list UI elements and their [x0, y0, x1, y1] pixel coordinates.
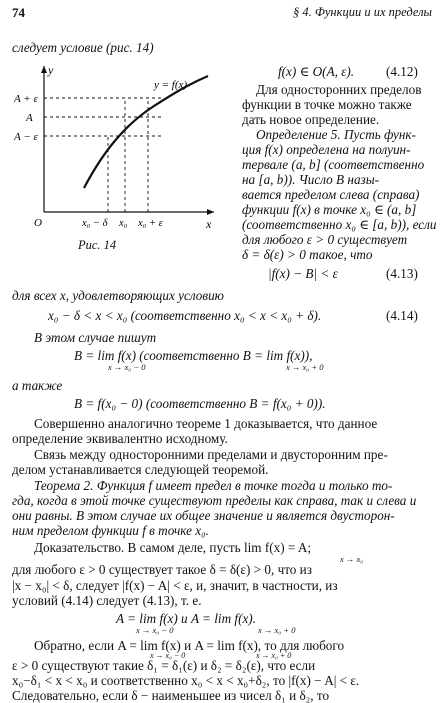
conversely-sub-right: x → x₀ + 0: [256, 651, 292, 660]
proof-3: |x − x₀| < δ, следует |f(x) − A| < ε, и, значит, в частности, из: [12, 578, 338, 593]
definition5-6: функции f(x) в точке x₀ ∈ (a, b]: [242, 202, 417, 217]
eq-A: A = lim f(x) и A = lim f(x).: [116, 611, 257, 626]
theorem2-4: ним пределом функции f в точке x₀.: [12, 523, 209, 538]
eq-4-13: |f(x) − B| < ε: [268, 266, 338, 281]
conversely-2: ε > 0 существуют такие δ₁ = δ₁(ε) и δ₂ = δ₂(ε), что если: [12, 658, 316, 673]
eq-lim1-sub-left: x → x₀ − 0: [108, 362, 146, 372]
x-tick-x0-plus-eps: x₀ + ε: [138, 218, 163, 229]
para-relation-1: Связь между односторонними пределами и двусторонним пре-: [34, 447, 388, 462]
eq-4-14: x₀ − δ < x < x₀ (соответственно x₀ < x < x₀ + δ).: [48, 308, 322, 323]
line-all-x: для всех x, удовлетворяющих условию: [12, 288, 224, 303]
figure-caption: Рис. 14: [78, 238, 117, 252]
proof-1: Доказательство. В самом деле, пусть lim f(x) = A;: [34, 540, 312, 555]
eq-4-13-number: (4.13): [386, 266, 418, 281]
x-tick-x0-minus-delta: x₀ − δ: [82, 218, 108, 229]
theorem2-3: они равны. В этом случае их общее значение и является двусторон-: [12, 508, 395, 523]
definition5-8: для любого ε > 0 существует: [242, 232, 408, 247]
proof-sub: x → x₀: [340, 554, 364, 564]
para-one-sided-3: дать новое определение.: [242, 112, 380, 127]
x-axis-label: x: [206, 217, 212, 230]
eq-lim1: B = lim f(x) (соответственно B = lim f(x)),: [74, 348, 313, 363]
eq-A-sub-left: x → x₀ − 0: [136, 625, 174, 635]
y-axis-arrow: [41, 66, 47, 73]
definition5-4: на [a, b)). Число B назы-: [242, 172, 380, 187]
conversely-sub-left: x → x₀ − 0: [150, 651, 186, 660]
para-relation-2: делом устанавливается следующей теоремой.: [12, 462, 269, 477]
curve-label: y = f(x): [154, 79, 188, 91]
eq-A-sub-right: x → x₀ + 0: [258, 625, 296, 635]
conversely-3: x₀−δ₁ < x < x₀ и соответственно x₀ < x < x₀+δ₂, то |f(x) − A| < ε.: [12, 673, 360, 688]
definition5-5: вается пределом слева (справа): [242, 187, 420, 202]
proof-4: условий (4.14) следует (4.13), т. е.: [12, 593, 202, 608]
proof-2: для любого ε > 0 существует такое δ = δ(ε) > 0, что из: [12, 562, 312, 577]
eq-4-12-number: (4.12): [386, 64, 418, 79]
eq-lim2: B = f(x₀ − 0) (соответственно B = f(x₀ + 0)).: [74, 396, 326, 411]
definition5-3: тервале (a, b] (соответственно: [242, 157, 425, 172]
line-in-this-case: В этом случае пишут: [34, 330, 157, 345]
y-tick-a-minus-eps: A − ε: [14, 131, 38, 143]
definition5-7: (соответственно x₀ ∈ [a, b)), если: [242, 217, 437, 232]
theorem2-1: Теорема 2. Функция f имеет предел в точке тогда и только то-: [34, 478, 393, 493]
definition5-9: δ = δ(ε) > 0 такое, что: [242, 247, 373, 262]
curve-f: [84, 76, 208, 188]
para-one-sided-2: функции в точке можно также: [242, 97, 412, 112]
origin-label: O: [34, 217, 42, 229]
y-axis-label: y: [48, 63, 54, 77]
running-header: § 4. Функции и их пределы: [292, 5, 432, 19]
eq-lim1-sub-right: x → x₀ + 0: [286, 362, 324, 372]
theorem2-2: гда, когда в этой точке существуют пределы как справа, так и слева и: [12, 493, 417, 508]
para-similar-2: определение эквивалентно исходному.: [12, 431, 228, 446]
eq-4-12: f(x) ∈ O(A, ε).: [278, 64, 355, 79]
conversely-4: Следовательно, если δ − наименьшее из чисел δ₁ и δ₂, то: [12, 688, 330, 703]
conversely-1: Обратно, если A = lim f(x) и A = lim f(x), то для любого: [34, 638, 345, 653]
eq-4-14-number: (4.14): [386, 308, 418, 323]
x-tick-x0: x₀: [119, 218, 128, 229]
y-tick-a: A: [26, 112, 33, 124]
page-number: 74: [12, 5, 25, 20]
y-tick-a-plus-eps: A + ε: [14, 93, 38, 105]
line-also: а также: [12, 378, 63, 393]
para-similar-1: Совершенно аналогично теореме 1 доказывается, что данное: [34, 416, 378, 431]
para-one-sided-1: Для односторонних пределов: [256, 82, 422, 97]
figure-14: [14, 62, 220, 230]
x-axis-arrow: [207, 209, 214, 215]
intro-line: следует условие (рис. 14): [12, 40, 154, 55]
definition5-2: ция f(x) определена на полуин-: [242, 142, 411, 157]
definition5-1: Определение 5. Пусть функ-: [256, 127, 416, 142]
